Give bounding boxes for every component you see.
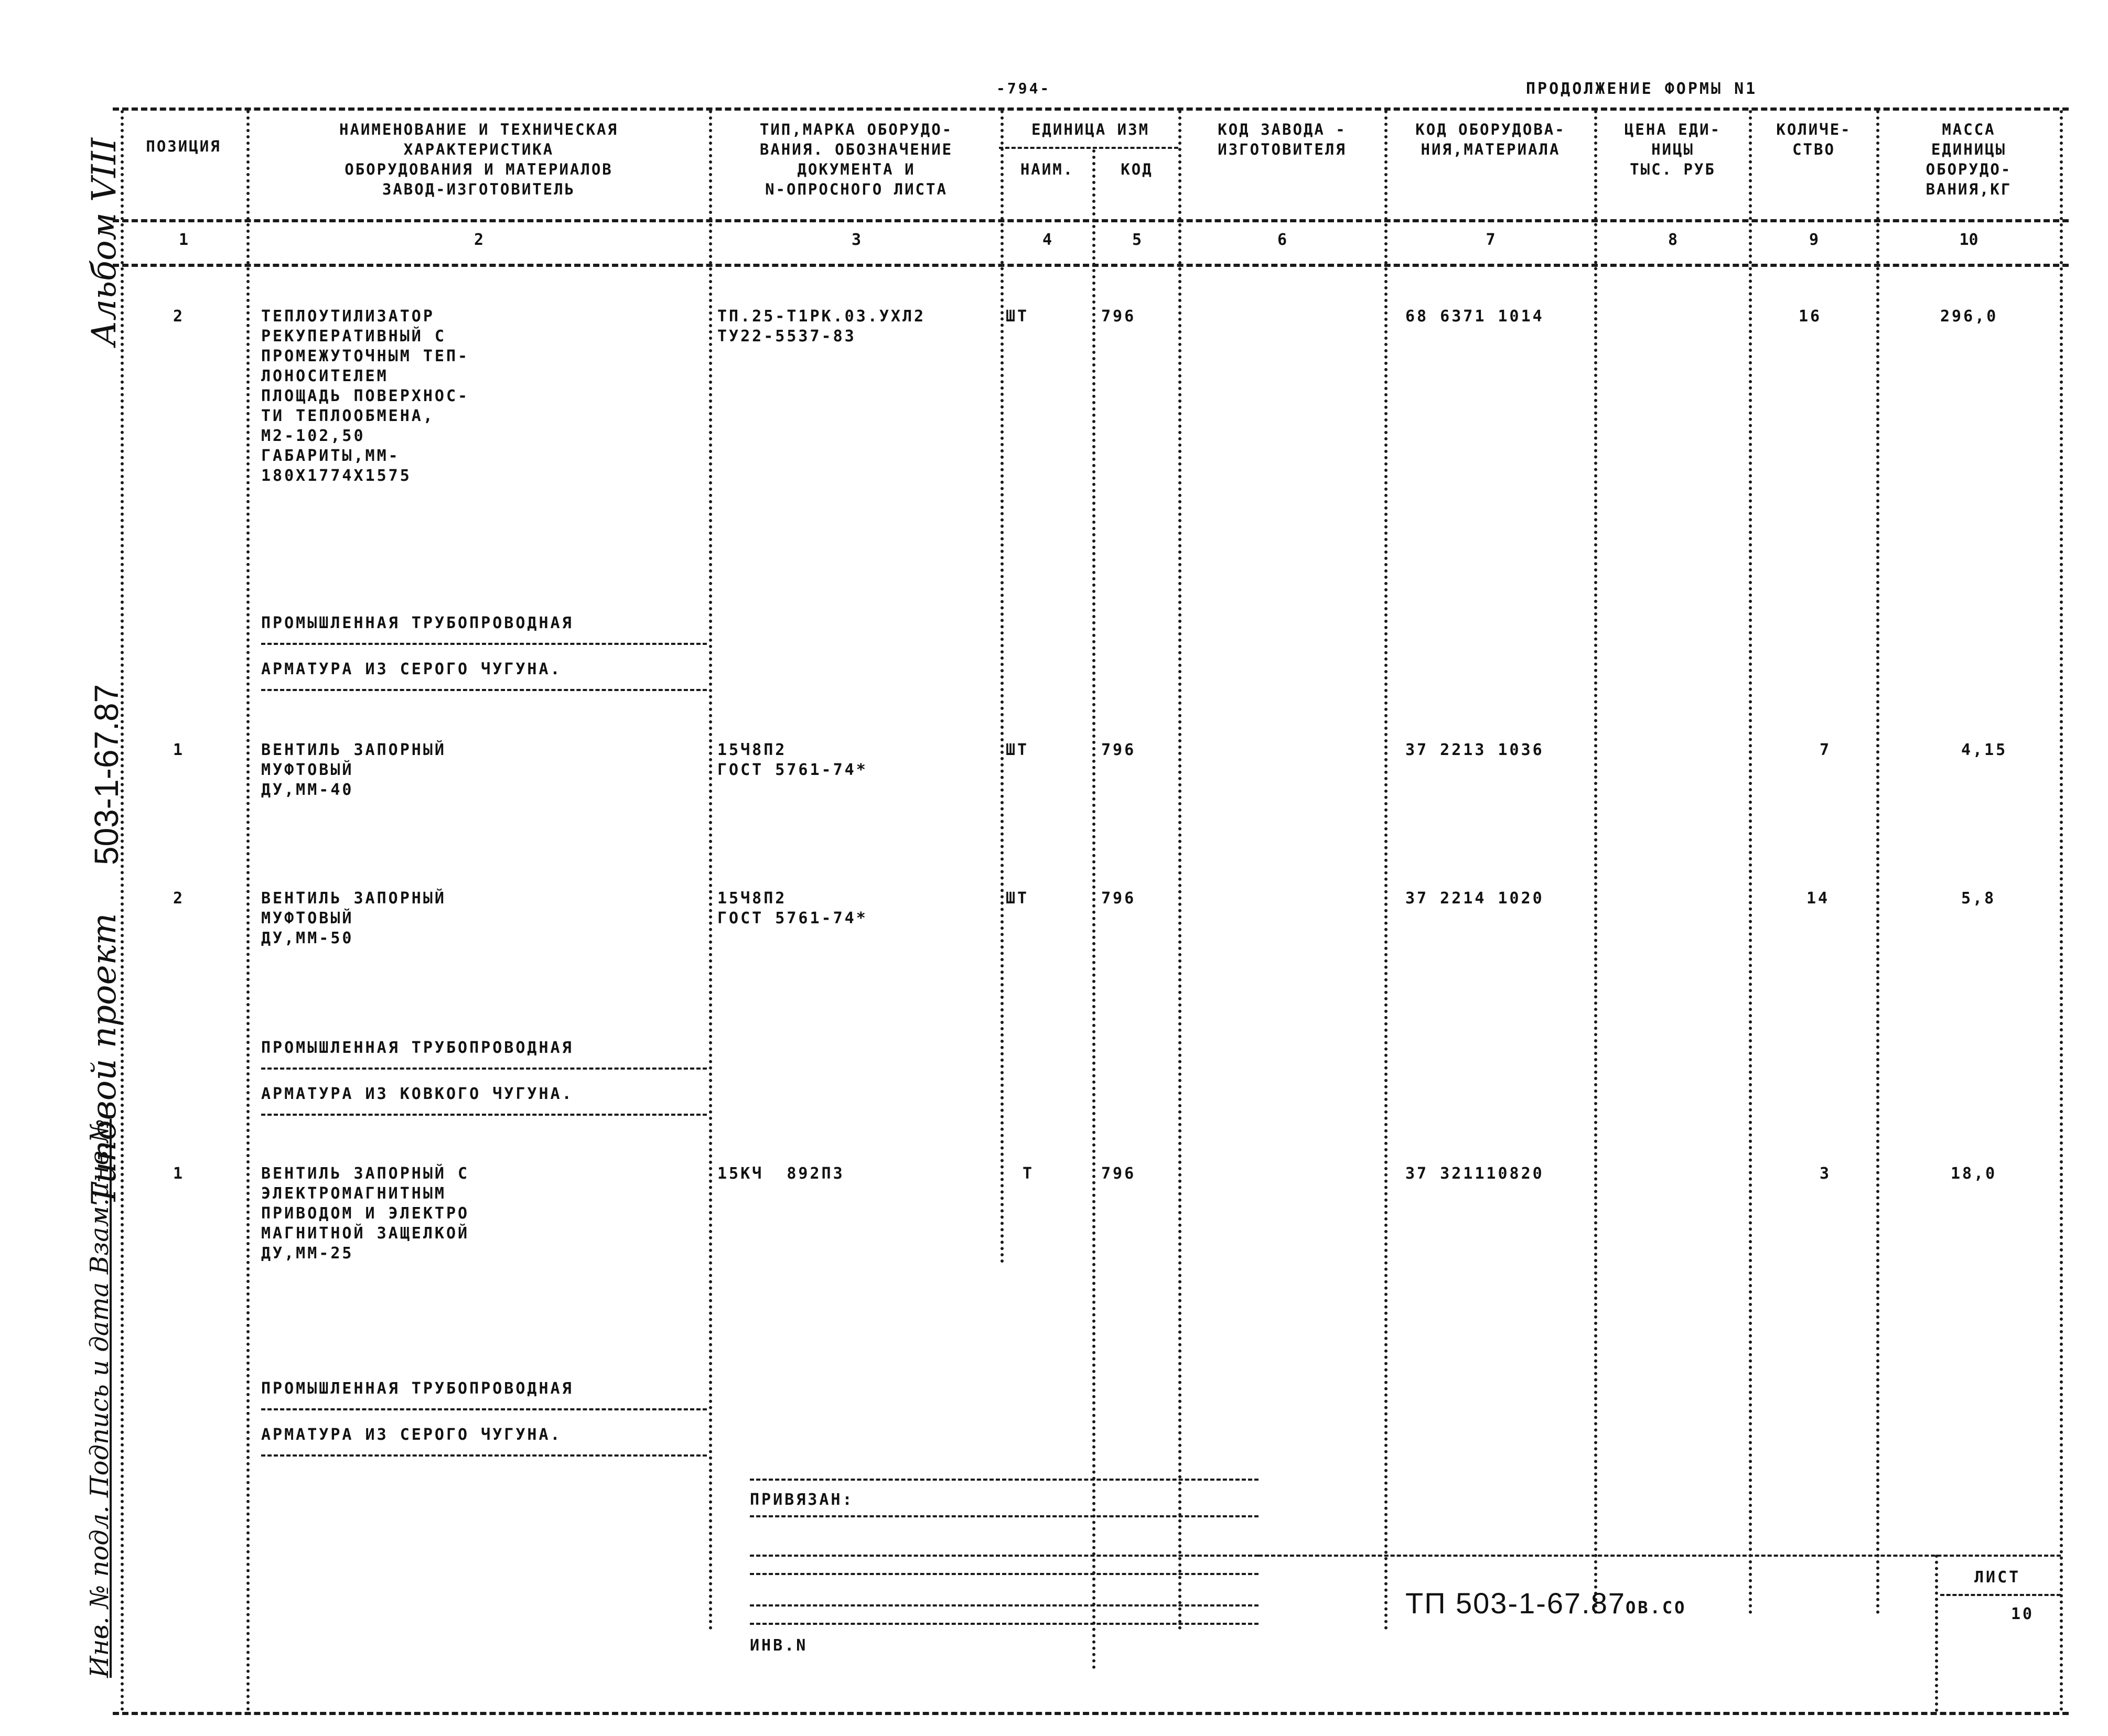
inventory-label: ИНВ.N [750,1636,808,1655]
attached-label: ПРИВЯЗАН: [750,1491,854,1509]
header-unit-code: КОД [1121,160,1153,178]
sheet-number: 10 [2011,1605,2035,1623]
header-type: ТИП,МАРКА ОБОРУДО- ВАНИЯ. ОБОЗНАЧЕНИЕ ДОКУМЕНТА И N-ОПРОСНОГО ЛИСТА [759,121,953,198]
colnum-6: 6 [1277,231,1287,249]
colnum-8: 8 [1668,231,1678,249]
header-unit: ЕДИНИЦА ИЗМ [1031,121,1150,138]
project-prefix: Типовой проект [85,913,124,1206]
header-position: ПОЗИЦИЯ [146,137,221,155]
header-quantity: КОЛИЧЕ- СТВО [1776,121,1852,158]
colnum-3: 3 [851,231,862,249]
stamp-label: Инв. № подл. Подпись и дата Взам.инв.№ [85,1118,114,1678]
colnum-5: 5 [1132,231,1142,249]
header-unit-name: НАИМ. [1020,160,1074,178]
header-plant-code: КОД ЗАВОДА - ИЗГОТОВИТЕЛЯ [1218,121,1347,158]
colnum-1: 1 [178,231,189,249]
colnum-9: 9 [1809,231,1819,249]
sheet-label: ЛИСТ [1974,1568,2021,1587]
colnum-2: 2 [474,231,484,249]
header-price: ЦЕНА ЕДИ- НИЦЫ ТЫС. РУБ [1624,121,1722,178]
continuation-title: ПРОДОЛЖЕНИЕ ФОРМЫ N1 [1526,80,1758,98]
page-number: -794- [996,80,1051,97]
project-code: 503-1-67.87 [88,684,125,865]
header-mass: МАССА ЕДИНИЦЫ ОБОРУДО- ВАНИЯ,КГ [1926,121,2012,198]
colnum-7: 7 [1486,231,1496,249]
album-label: Альбом VIII [85,137,124,346]
colnum-4: 4 [1042,231,1052,249]
header-equip-code: КОД ОБОРУДОВА- НИЯ,МАТЕРИАЛА [1415,121,1566,158]
document-code: ТП 503-1-67.87ОВ.СО [1405,1587,1687,1620]
header-name: НАИМЕНОВАНИЕ И ТЕХНИЧЕСКАЯ ХАРАКТЕРИСТИКА ОБОРУДОВАНИЯ И МАТЕРИАЛОВ ЗАВОД-ИЗГОТОВИТЕЛЬ [339,121,618,198]
colnum-10: 10 [1959,231,1978,249]
